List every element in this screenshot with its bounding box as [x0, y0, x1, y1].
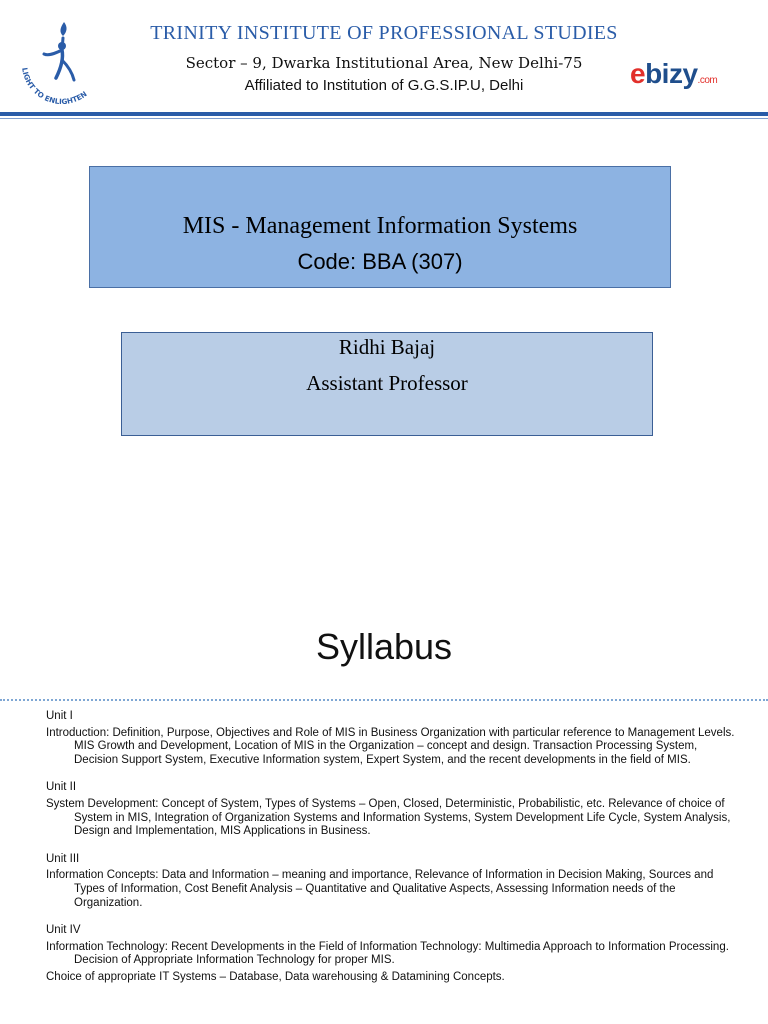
unit-label: Unit II — [46, 781, 77, 794]
institute-affiliation: Affiliated to Institution of G.G.S.IP.U, Delhi — [244, 77, 524, 94]
syllabus-unit — [46, 924, 736, 984]
syllabus-heading: Syllabus — [315, 626, 453, 667]
unit-body-extra: Choice of appropriate IT Systems – Database, Data warehousing & Datamining Concepts. — [46, 970, 505, 983]
unit-body: Information Concepts: Data and Information – meaning and importance, Relevance of Information in Decision Making, Sources and Types of Information, Cost Benefit Analysis – Quantitative and Qualitative Aspects, Assessing Information needs of the Organization. — [46, 869, 714, 909]
logo-com: .com — [697, 75, 718, 86]
header-divider — [0, 112, 768, 116]
institute-name: TRINITY INSTITUTE OF PROFESSIONAL STUDIES — [150, 22, 618, 44]
logo-rest: bizy — [645, 58, 698, 89]
author-role: Assistant Professor — [306, 371, 468, 395]
syllabus-unit — [46, 710, 736, 767]
syllabus-unit — [46, 853, 736, 910]
course-title: MIS - Management Information Systems — [182, 213, 578, 239]
syllabus-content — [46, 710, 736, 999]
author-box — [121, 332, 653, 436]
institute-address: Sector – 9, Dwarka Institutional Area, New Delhi-75 — [185, 54, 583, 72]
unit-body: Information Technology: Recent Developments in the Field of Information Technology: Multimedia Approach to Information Processing. Decision of Appropriate Information Technology for proper MIS. — [46, 940, 729, 967]
course-code: Code: BBA (307) — [297, 249, 463, 274]
ebizy-logo — [630, 58, 717, 90]
syllabus-unit — [46, 781, 736, 838]
unit-body: Introduction: Definition, Purpose, Objectives and Role of MIS in Business Organization with particular reference to Management Levels. MIS Growth and Development, Location of MIS in the Organization – concept and design. Transaction Processing System, Decision Support System, Executive Information system, Expert System, and the recent developments in the field of MIS. — [46, 726, 735, 766]
author-name: Ridhi Bajaj — [338, 335, 436, 359]
unit-label: Unit IV — [46, 924, 81, 937]
course-title-box — [89, 166, 671, 288]
header-divider-thin — [0, 118, 768, 119]
page-divider — [0, 699, 768, 701]
unit-label: Unit III — [46, 852, 80, 865]
unit-label: Unit I — [46, 710, 73, 722]
unit-body: System Development: Concept of System, Types of Systems – Open, Closed, Deterministic, Probabilistic, etc. Relevance of choice of System in MIS, Integration of Organization Systems and Information Systems, System Development Life Cycle, System Analysis, Design and Implementation, MIS Applications in Business. — [46, 797, 731, 838]
logo-e: e — [630, 58, 646, 89]
logo-arc-text: LIGHT TO ENLIGHTEN — [20, 66, 89, 106]
